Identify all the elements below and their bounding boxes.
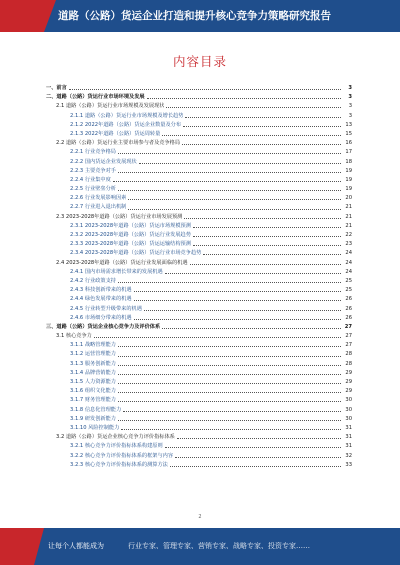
toc-entry-page: 31 [345, 443, 352, 450]
toc-entry[interactable] [46, 369, 352, 378]
toc-leader-dots [113, 181, 341, 182]
toc-entry[interactable] [46, 194, 352, 203]
toc-entry[interactable] [46, 332, 352, 341]
header-banner [0, 0, 400, 32]
toc-leader-dots [118, 190, 341, 191]
toc-entry-page: 25 [345, 277, 352, 284]
toc-entry-title: 3.1.6 组织文化能力 [70, 388, 116, 395]
toc-entry[interactable] [46, 185, 352, 194]
toc-entry-page: 15 [345, 130, 352, 137]
toc-entry[interactable] [46, 121, 352, 130]
toc-entry-title: 二、道路（公路）货运行业市场环境及发展 [46, 94, 145, 101]
toc-entry[interactable] [46, 314, 352, 323]
toc-entry-title: 2.4.4 绿色发展带来的机遇 [70, 296, 132, 303]
toc-entry[interactable] [46, 130, 352, 139]
toc-entry-title: 2.1.1 道路（公路）货运行业市场规模及增长趋势 [70, 112, 184, 119]
footer-slogan: 让每个人都能成为 [48, 542, 104, 550]
toc-entry-page: 19 [345, 186, 352, 193]
toc-entry[interactable] [46, 387, 352, 396]
toc-entry-title: 3.1.3 服务创新能力 [70, 360, 116, 367]
footer-banner [0, 528, 400, 565]
toc-entry-title: 3.1.1 战略管理能力 [70, 342, 116, 349]
toc-entry[interactable] [46, 84, 352, 93]
toc-entry-page: 28 [345, 360, 352, 367]
toc-leader-dots [118, 356, 341, 357]
toc-entry-page: 26 [345, 314, 352, 321]
toc-entry[interactable] [46, 249, 352, 258]
toc-entry-title: 2.3.3 2023-2028年道路（公路）货运运输结构预测 [70, 241, 191, 248]
toc-heading: 内容目录 [172, 54, 227, 69]
toc-leader-dots [190, 264, 341, 265]
toc-leader-dots [118, 172, 341, 173]
toc-leader-dots [162, 328, 341, 329]
toc-leader-dots [165, 273, 341, 274]
toc-entry-page: 31 [345, 434, 352, 441]
toc-leader-dots [182, 144, 341, 145]
toc-entry-title: 2.2.3 主要竞争对手 [70, 167, 116, 174]
toc-entry[interactable] [46, 323, 352, 332]
toc-entry[interactable] [46, 268, 352, 277]
toc-entry-title: 3.1.2 运营管理能力 [70, 351, 116, 358]
toc-entry-page: 30 [345, 397, 352, 404]
toc-entry-title: 3.1.5 人力资源能力 [70, 379, 116, 385]
toc-entry-page: 3 [348, 103, 352, 110]
toc-entry-page: 13 [345, 121, 352, 128]
toc-entry-page: 26 [345, 305, 352, 312]
toc-entry-page: 29 [345, 379, 352, 385]
toc-entry-title: 2.2.5 行业壁垒分析 [70, 186, 116, 193]
toc-entry-title: 2.2 道路（公路）货运行业主要市场参与者及竞争格局 [56, 140, 181, 147]
toc-leader-dots [193, 236, 341, 237]
toc-leader-dots [165, 447, 341, 448]
toc-leader-dots [118, 153, 341, 154]
toc-entry-title: 2.3.2 2023-2028年道路（公路）货运行业发展趋势 [70, 232, 191, 238]
toc-entry[interactable] [46, 277, 352, 286]
toc-leader-dots [134, 319, 341, 320]
toc-entry[interactable] [46, 240, 352, 249]
toc-entry[interactable] [46, 433, 352, 442]
toc-entry-page: 28 [345, 351, 352, 358]
toc-entry-page: 29 [345, 388, 352, 395]
toc-entry-page: 3 [348, 112, 352, 119]
toc-entry-page: 26 [345, 296, 352, 303]
toc-leader-dots [118, 374, 341, 375]
toc-entry-page: 30 [345, 406, 352, 413]
toc-entry-page: 24 [345, 268, 352, 275]
table-of-contents [46, 84, 352, 470]
toc-leader-dots [118, 383, 341, 384]
toc-entry[interactable] [46, 350, 352, 359]
toc-leader-dots [118, 346, 341, 347]
toc-entry-page: 29 [345, 369, 352, 376]
footer-accent-stripe [0, 528, 34, 565]
toc-entry-title: 3.1.9 研发创新能力 [70, 415, 116, 422]
toc-entry-title: 2.1.2 2022年道路（公路）货运企业数量及分布 [70, 121, 182, 128]
toc-entry[interactable] [46, 424, 352, 433]
toc-entry[interactable] [46, 167, 352, 176]
toc-leader-dots [177, 438, 341, 439]
toc-leader-dots [118, 365, 341, 366]
toc-leader-dots [144, 310, 341, 311]
footer-expert-list: 行业专家、管理专家、营销专家、战略专家、投资专家…… [128, 542, 310, 550]
toc-leader-dots [128, 209, 341, 210]
toc-entry[interactable] [46, 396, 352, 405]
toc-leader-dots [134, 300, 341, 301]
toc-leader-dots [121, 429, 341, 430]
toc-entry[interactable] [46, 158, 352, 167]
toc-entry-page: 22 [345, 232, 352, 238]
toc-leader-dots [118, 420, 341, 421]
toc-leader-dots [128, 199, 341, 200]
toc-entry[interactable] [46, 295, 352, 304]
toc-entry-title: 2.1 道路（公路）货运行业市场规模及发展现状 [56, 103, 165, 110]
toc-entry-title: 3.1.7 财务管理能力 [70, 397, 116, 404]
toc-entry[interactable] [46, 286, 352, 295]
toc-leader-dots [170, 466, 341, 467]
toc-entry[interactable] [46, 148, 352, 157]
toc-entry-page: 17 [345, 149, 352, 156]
toc-entry[interactable] [46, 259, 352, 268]
toc-entry-page: 3 [348, 85, 352, 91]
toc-leader-dots [123, 411, 341, 412]
toc-leader-dots [185, 117, 341, 118]
toc-entry-title: 2.4 2023-2028年道路（公路）货运行业发展面临的机遇 [56, 259, 188, 266]
toc-leader-dots [118, 392, 341, 393]
toc-leader-dots [147, 98, 341, 99]
toc-entry-page: 31 [345, 424, 352, 431]
toc-entry-title: 2.2.7 行业进入退出机制 [70, 204, 127, 211]
toc-entry-page: 20 [345, 195, 352, 202]
toc-entry[interactable] [46, 176, 352, 185]
toc-entry-page: 27 [345, 342, 352, 349]
toc-leader-dots [184, 218, 341, 219]
toc-entry[interactable] [46, 452, 352, 461]
toc-entry-title: 3.1 核心竞争力 [56, 333, 92, 340]
toc-entry-title: 3.1.8 信息化管理能力 [70, 406, 122, 413]
toc-entry-title: 3.2.2 核心竞争力评价指标体系的框架与内容 [70, 452, 174, 459]
toc-leader-dots [118, 282, 341, 283]
page-number: 2 [198, 514, 202, 520]
toc-entry-title: 2.2.6 行业发展影响因素 [70, 195, 127, 202]
toc-entry-title: 2.4.3 科技创新带来的机遇 [70, 287, 132, 294]
toc-entry-title: 2.4.5 行业转型升级带来的机遇 [70, 305, 142, 312]
toc-leader-dots [175, 457, 341, 458]
toc-entry-page: 19 [345, 167, 352, 174]
toc-entry[interactable] [46, 442, 352, 451]
toc-entry-page: 23 [345, 241, 352, 248]
toc-entry-title: 3.1.4 品牌营销能力 [70, 369, 116, 376]
toc-entry-title: 三、道路（公路）货运企业核心竞争力及评价体系 [46, 323, 161, 330]
toc-leader-dots [166, 107, 341, 108]
toc-entry-title: 2.2.2 国内货运企业发展现状 [70, 158, 137, 165]
toc-entry[interactable] [46, 203, 352, 212]
toc-entry[interactable] [46, 231, 352, 240]
toc-entry-page: 27 [345, 333, 352, 340]
toc-entry-page: 3 [348, 94, 352, 101]
toc-entry-page: 32 [345, 452, 352, 459]
toc-entry-page: 27 [344, 323, 352, 330]
toc-entry-title: 3.2.3 核心竞争力评价指标体系的测算方法 [70, 461, 168, 468]
toc-entry-title: 2.4.1 国内市场需求增长带来的发展机遇 [70, 268, 163, 275]
toc-entry-title: 2.2.4 行业集中度 [70, 176, 111, 183]
toc-entry[interactable] [46, 305, 352, 314]
header-accent-stripe [0, 0, 44, 32]
toc-entry-page: 21 [345, 222, 352, 229]
toc-entry[interactable] [46, 112, 352, 121]
toc-entry-page: 21 [345, 213, 352, 220]
toc-leader-dots [162, 135, 341, 136]
toc-entry[interactable] [46, 461, 352, 470]
toc-entry-page: 19 [345, 176, 352, 183]
toc-leader-dots [193, 227, 341, 228]
toc-entry-title: 2.2.1 行业竞争格局 [70, 149, 116, 156]
toc-entry-page: 18 [345, 158, 352, 165]
toc-entry-title: 3.1.10 风险控制能力 [70, 424, 120, 431]
toc-leader-dots [94, 337, 341, 338]
toc-entry-title: 3.2.1 核心竞争力评价指标体系构建原则 [70, 443, 163, 450]
toc-leader-dots [69, 89, 341, 90]
toc-entry[interactable] [46, 415, 352, 424]
toc-leader-dots [183, 126, 341, 127]
toc-leader-dots [139, 163, 341, 164]
toc-leader-dots [203, 254, 341, 255]
toc-entry-title: 2.4.6 市场细分带来的机遇 [70, 314, 132, 321]
toc-entry-title: 2.1.3 2022年道路（公路）货运周转量 [70, 130, 161, 137]
toc-entry-page: 21 [345, 204, 352, 211]
toc-entry[interactable] [46, 341, 352, 350]
toc-entry-title: 一、前言 [46, 85, 67, 91]
toc-entry[interactable] [46, 102, 352, 111]
toc-entry-page: 25 [345, 287, 352, 294]
toc-entry-title: 2.4.2 行业政策支持 [70, 277, 116, 284]
toc-leader-dots [118, 401, 341, 402]
toc-entry[interactable] [46, 222, 352, 231]
toc-entry-title: 2.3.1 2023-2028年道路（公路）货运市场规模预测 [70, 222, 191, 229]
report-title: 道路（公路）货运企业打造和提升核心竞争力策略研究报告 [58, 10, 331, 22]
toc-entry-title: 2.3 2023-2028年道路（公路）货运行业市场发展预测 [56, 213, 183, 220]
toc-entry[interactable] [46, 213, 352, 222]
toc-leader-dots [193, 245, 341, 246]
toc-entry[interactable] [46, 139, 352, 148]
toc-leader-dots [134, 291, 341, 292]
toc-entry[interactable] [46, 378, 352, 387]
toc-entry-page: 16 [345, 140, 352, 147]
toc-entry-title: 3.2 道路（公路）货运企业核心竞争力评价指标体系 [56, 434, 175, 441]
toc-entry-page: 30 [345, 415, 352, 422]
toc-entry-title: 2.3.4 2023-2028年道路（公路）货运行业市场竞争趋势 [70, 250, 202, 257]
toc-entry[interactable] [46, 406, 352, 415]
toc-entry-page: 24 [345, 259, 352, 266]
toc-entry-page: 33 [345, 461, 352, 468]
toc-entry-page: 24 [345, 250, 352, 257]
toc-entry[interactable] [46, 360, 352, 369]
toc-entry[interactable] [46, 93, 352, 102]
